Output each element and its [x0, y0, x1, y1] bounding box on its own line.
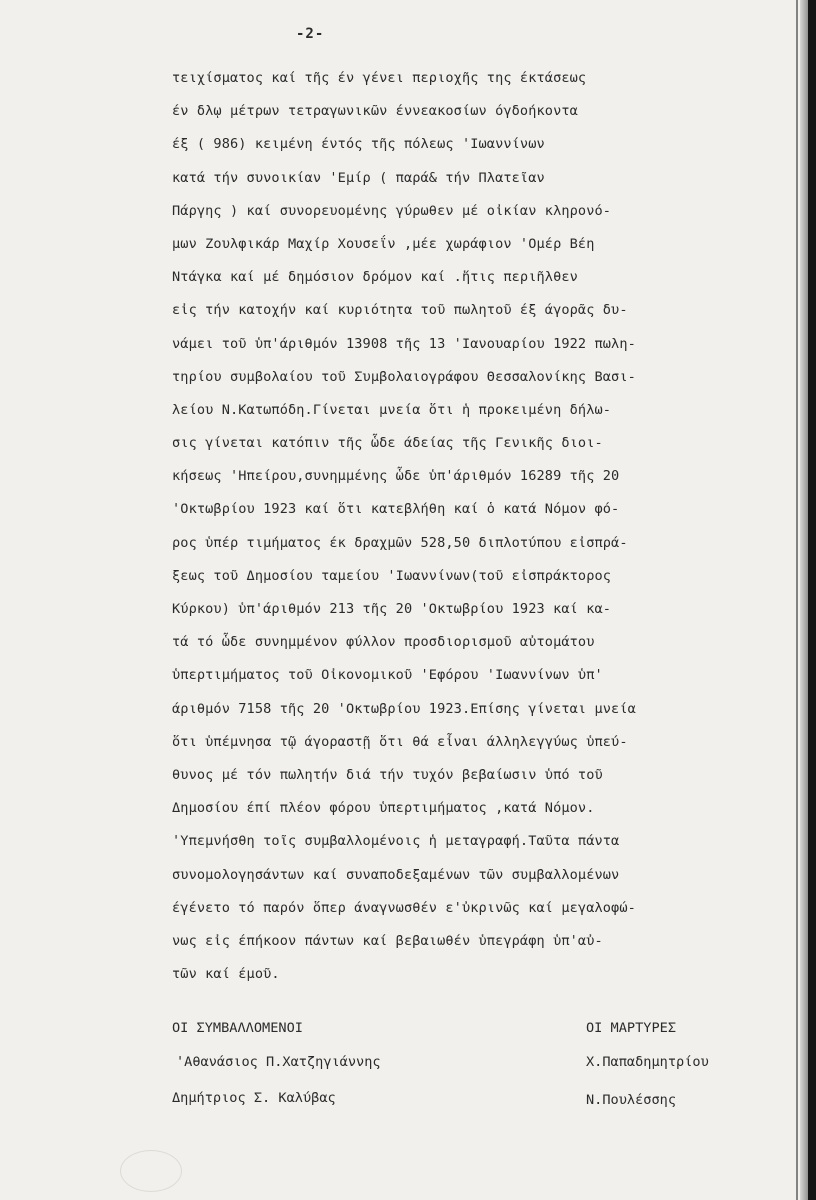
paper-smudge: [120, 1150, 182, 1192]
page-number: -2-: [296, 26, 325, 42]
text-line: νάμει τοῦ ὑπ'άριθμόν 13908 τῆς 13 'Ιανουαρίου 1922 πωλη-: [172, 335, 636, 352]
text-line: 'Υπεμνήσθη τοῖς συμβαλλομένοις ἡ μεταγραφή.Ταῦτα πάντα: [172, 833, 620, 850]
text-line: τά τό ὧδε συνημμένον φύλλον προσδιορισμοῦ αὐτομάτου: [172, 634, 595, 651]
text-line: άριθμόν 7158 τῆς 20 'Οκτωβρίου 1923.Επίσης γίνεται μνεία: [172, 700, 636, 717]
text-line: μων Ζουλφικάρ Μαχίρ Χουσεΐν ,μέε χωράφιον 'Ομέρ Βέη: [172, 235, 595, 252]
text-line: θυνος μέ τόν πωλητήν διά τήν τυχόν βεβαίωσιν ὑπό τοῦ: [172, 766, 603, 783]
text-line: έν δλῳ μέτρων τετραγωνικῶν έννεακοσίων όγδοήκοντα: [172, 103, 578, 120]
text-line: κατά τήν συνοικίαν 'Εμίρ ( παρά& τήν Πλατεῖαν: [172, 169, 545, 186]
body-text: [172, 62, 772, 991]
text-line: λείου Ν.Κατωπόδη.Γίνεται μνεία ὅτι ἡ προκειμένη δήλω-: [172, 401, 612, 418]
witness-name: Χ.Παπαδημητρίου: [586, 1054, 709, 1070]
text-line: ὅτι ὑπέμνησα τῷ άγοραστῇ ὅτι θά εἶναι άλληλεγγύως ὑπεύ-: [172, 733, 628, 750]
witness-name: Ν.Πουλέσσης: [586, 1092, 677, 1108]
contracting-party-name: Δημήτριος Σ. Καλύβας: [172, 1090, 336, 1106]
text-line: Κύρκου) ὑπ'άριθμόν 213 τῆς 20 'Οκτωβρίου 1923 καί κα-: [172, 601, 612, 617]
text-line: Ντάγκα καί μέ δημόσιον δρόμον καί .ἥτις περιῆλθεν: [172, 269, 578, 286]
text-line: έγένετο τό παρόν ὅπερ άναγνωσθέν ε'ὐκρινῶς καί μεγαλοφώ-: [172, 899, 636, 916]
text-line: έξ ( 986) κειμένη έντός τῆς πόλεως 'Ιωαννίνων: [172, 136, 545, 153]
signature-block: [0, 1014, 800, 1124]
text-line: συνομολογησάντων καί συναποδεξαμένων τῶν συμβαλλομένων: [172, 866, 620, 883]
text-line: ξεως τοῦ Δημοσίου ταμείου 'Ιωαννίνων(τοῦ εἰσπράκτορος: [172, 567, 612, 584]
scan-shadow-line: [796, 0, 798, 1200]
text-line: 'Οκτωβρίου 1923 καί ὅτι κατεβλήθη καί ὁ κατά Νόμον φό-: [172, 501, 620, 518]
text-line: Πάργης ) καί συνορευομένης γύρωθεν μέ οἰκίαν κληρονό-: [172, 202, 612, 219]
text-line: εἰς τήν κατοχήν καί κυριότητα τοῦ πωλητοῦ έξ άγορᾶς δυ-: [172, 302, 628, 319]
text-line: σις γίνεται κατόπιν τῆς ὧδε άδείας τῆς Γενικῆς διοι-: [172, 435, 603, 452]
text-line: τῶν καί έμοῦ.: [172, 966, 280, 983]
text-line: νως εἰς έπήκοον πάντων καί βεβαιωθέν ὑπεγράφη ὑπ'αὐ-: [172, 932, 603, 949]
text-line: τειχίσματος καί τῆς έν γένει περιοχῆς της έκτάσεως: [172, 70, 587, 86]
text-line: ρος ὑπέρ τιμήματος έκ δραχμῶν 528,50 διπλοτύπου εἰσπρά-: [172, 534, 628, 551]
text-line: ὑπερτιμήματος τοῦ Οἰκονομικοῦ 'Εφόρου 'Ιωαννίνων ὑπ': [172, 667, 603, 684]
text-line: Δημοσίου έπί πλέον φόρου ὑπερτιμήματος ,κατά Νόμον.: [172, 800, 595, 817]
contracting-party-name: 'Αθανάσιος Π.Χατζηγιάννης: [176, 1054, 381, 1070]
scan-edge-border: [808, 0, 816, 1200]
witnesses-heading: ΟΙ ΜΑΡΤΥΡΕΣ: [586, 1020, 677, 1036]
text-line: κήσεως 'Ηπείρου,συνημμένης ὧδε ὑπ'άριθμόν 16289 τῆς 20: [172, 468, 620, 485]
text-line: τηρίου συμβολαίου τοῦ Συμβολαιογράφου Θεσσαλονίκης Βασι-: [172, 368, 636, 385]
contracting-parties-heading: ΟΙ ΣΥΜΒΑΛΛΟΜΕΝΟΙ: [172, 1020, 303, 1036]
